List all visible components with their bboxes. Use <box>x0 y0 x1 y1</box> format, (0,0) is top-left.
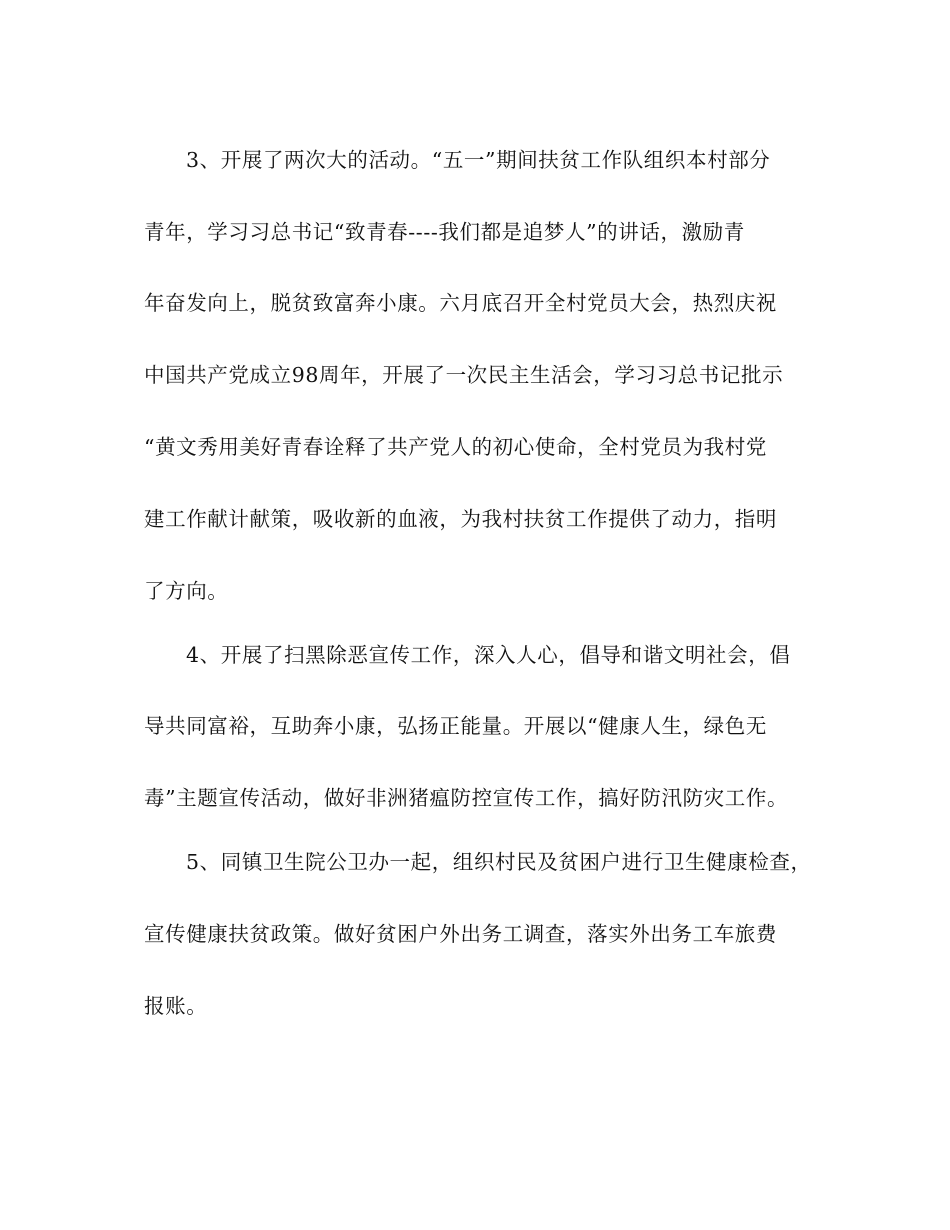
text-line: 4、开展了扫黑除恶宣传工作，深入人心，倡导和谐文明社会，倡 <box>186 643 791 667</box>
text-line: 报账。 <box>144 994 208 1018</box>
text-line: “黄文秀用美好青春诠释了共产党人的初心使命，全村党员为我村党 <box>144 435 767 459</box>
text-line: 毒”主题宣传活动，做好非洲猪瘟防控宣传工作，搞好防汛防灾工作。 <box>144 786 789 810</box>
text-line: 青年，学习习总书记“致青春----我们都是追梦人”的讲话，激励青 <box>144 220 745 244</box>
text-line: 导共同富裕，互助奔小康，弘扬正能量。开展以“健康人生，绿色无 <box>144 714 767 738</box>
text-line: 中国共产党成立98周年，开展了一次民主生活会，学习习总书记批示 <box>144 363 784 387</box>
text-line: 宣传健康扶贫政策。做好贫困户外出务工调查，落实外出务工车旅费 <box>144 922 777 946</box>
text-line: 建工作献计献策，吸收新的血液，为我村扶贫工作提供了动力，指明 <box>144 507 777 531</box>
text-line: 年奋发向上，脱贫致富奔小康。六月底召开全村党员大会，热烈庆祝 <box>144 291 777 315</box>
text-line: 5、同镇卫生院公卫办一起，组织村民及贫困户进行卫生健康检查， <box>186 850 812 874</box>
text-line: 3、开展了两次大的活动。“五一”期间扶贫工作队组织本村部分 <box>186 148 771 172</box>
text-line: 了方向。 <box>144 579 229 603</box>
